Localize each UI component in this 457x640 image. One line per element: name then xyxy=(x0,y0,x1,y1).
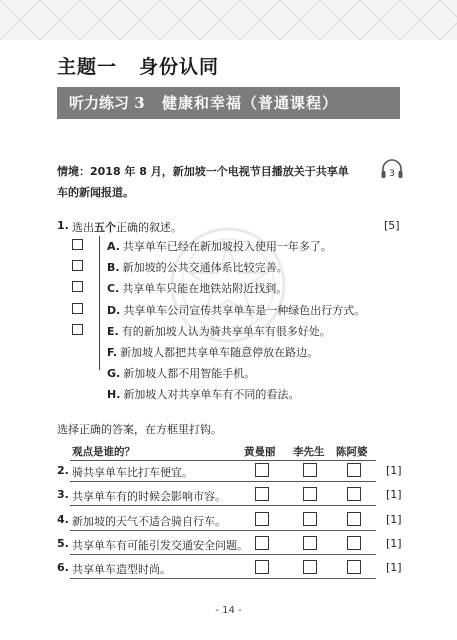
answer-checkbox-huang[interactable] xyxy=(255,463,269,477)
answer-checkbox-chen[interactable] xyxy=(347,512,361,526)
option-checkbox[interactable] xyxy=(72,324,83,335)
answer-checkbox-chen[interactable] xyxy=(347,487,361,501)
option-text: 新加坡的公共交通体系比较完善。 xyxy=(122,261,288,274)
answer-checkbox-li[interactable] xyxy=(303,512,317,526)
audio-track-number: 3 xyxy=(389,169,395,179)
part-2-instruction: 选择正确的答案，在方框里打钩。 xyxy=(57,423,222,436)
answer-checkbox-huang[interactable] xyxy=(255,512,269,526)
option-text: 新加坡人对共享单车有不同的看法。 xyxy=(123,388,300,401)
option-letter: C. xyxy=(107,282,120,295)
prompt-prefix: 选出 xyxy=(72,221,94,234)
question-1-prompt xyxy=(72,219,182,235)
answer-checkbox-huang[interactable] xyxy=(255,536,269,550)
answer-checkbox-li[interactable] xyxy=(303,463,317,477)
option-item xyxy=(107,259,288,275)
row-statement: 骑共享单车比打车便宜。 xyxy=(72,466,193,479)
option-letter: E. xyxy=(107,325,119,338)
option-item xyxy=(107,323,331,339)
row-marks: [1] xyxy=(386,488,402,501)
section-banner xyxy=(57,87,400,119)
answer-checkbox-huang[interactable] xyxy=(255,487,269,501)
context-text: 2018 年 8 月，新加坡一个电视节目播放关于共享单车的新闻报道。 xyxy=(57,165,349,199)
row-rule xyxy=(70,481,376,482)
option-item xyxy=(107,280,287,296)
option-item xyxy=(107,238,332,254)
section-label: 听力练习 3 xyxy=(69,94,145,112)
row-marks: [1] xyxy=(386,513,402,526)
headphones-icon xyxy=(379,156,405,182)
option-letter: H. xyxy=(107,388,121,401)
row-rule xyxy=(70,530,376,531)
page-number: - 14 - xyxy=(215,605,242,616)
option-text: 有的新加坡人认为骑共享单车有很多好处。 xyxy=(121,325,331,338)
option-letter: G. xyxy=(107,367,121,380)
answer-checkbox-li[interactable] xyxy=(303,536,317,550)
option-checkbox[interactable] xyxy=(72,281,83,292)
option-letter: B. xyxy=(107,261,120,274)
answer-checkbox-huang[interactable] xyxy=(255,560,269,574)
theme-title: 身份认同 xyxy=(139,56,220,78)
answer-checkbox-chen[interactable] xyxy=(347,463,361,477)
row-number: 3. xyxy=(57,488,69,501)
option-checkbox[interactable] xyxy=(72,260,83,271)
row-marks: [1] xyxy=(386,561,402,574)
row-number: 5. xyxy=(57,537,69,550)
row-number: 2. xyxy=(57,464,69,477)
option-text: 共享单车公司宣传共享单车是一种绿色出行方式。 xyxy=(123,304,366,317)
theme-label: 主题一 xyxy=(57,56,118,78)
option-letter: F. xyxy=(107,346,118,359)
row-statement: 共享单车造型时尚。 xyxy=(72,563,171,576)
option-letter: A. xyxy=(107,240,120,253)
row-rule xyxy=(70,578,376,579)
row-statement: 共享单车有可能引发交通安全问题。 xyxy=(72,539,248,552)
option-letter: D. xyxy=(107,304,121,317)
option-item xyxy=(107,302,365,318)
answer-checkbox-chen[interactable] xyxy=(347,560,361,574)
option-checkbox[interactable] xyxy=(72,239,83,250)
answer-checkbox-li[interactable] xyxy=(303,487,317,501)
table-header-rule xyxy=(70,460,376,461)
row-statement: 新加坡的天气不适合骑自行车。 xyxy=(72,515,226,528)
option-checkbox[interactable] xyxy=(72,303,83,314)
column-header-huang: 黄曼丽 xyxy=(244,446,276,458)
section-title: 健康和幸福（普通课程） xyxy=(162,94,339,112)
answer-checkbox-chen[interactable] xyxy=(347,536,361,550)
row-number: 6. xyxy=(57,561,69,574)
row-rule xyxy=(70,505,376,506)
row-rule xyxy=(70,554,376,555)
column-header-li: 李先生 xyxy=(293,446,325,458)
row-statement: 共享单车有的时候会影响市容。 xyxy=(72,490,226,503)
option-text: 共享单车只能在地铁站附近找到。 xyxy=(122,282,288,295)
table-header-prompt: 观点是谁的？ xyxy=(72,446,135,458)
question-1-number: 1. xyxy=(57,219,69,232)
option-item xyxy=(107,344,318,360)
column-header-chen: 陈阿婆 xyxy=(336,446,368,458)
context-label: 情境： xyxy=(57,165,90,178)
row-marks: [1] xyxy=(386,537,402,550)
options-divider xyxy=(99,236,100,370)
header-pattern-band xyxy=(0,0,457,40)
option-item xyxy=(107,386,299,402)
option-text: 新加坡人都不用智能手机。 xyxy=(123,367,256,380)
context-paragraph xyxy=(57,161,357,203)
header-pattern xyxy=(0,0,457,40)
option-text: 新加坡人都把共享单车随意停放在路边。 xyxy=(120,346,319,359)
row-marks: [1] xyxy=(386,464,402,477)
prompt-emphasis: 五个 xyxy=(94,221,116,234)
option-item xyxy=(107,365,255,381)
prompt-suffix: 正确的叙述。 xyxy=(116,221,182,234)
question-1-marks: [5] xyxy=(384,219,400,232)
answer-checkbox-li[interactable] xyxy=(303,560,317,574)
row-number: 4. xyxy=(57,513,69,526)
page-title xyxy=(57,52,219,79)
option-text: 共享单车已经在新加坡投入使用一年多了。 xyxy=(122,240,332,253)
